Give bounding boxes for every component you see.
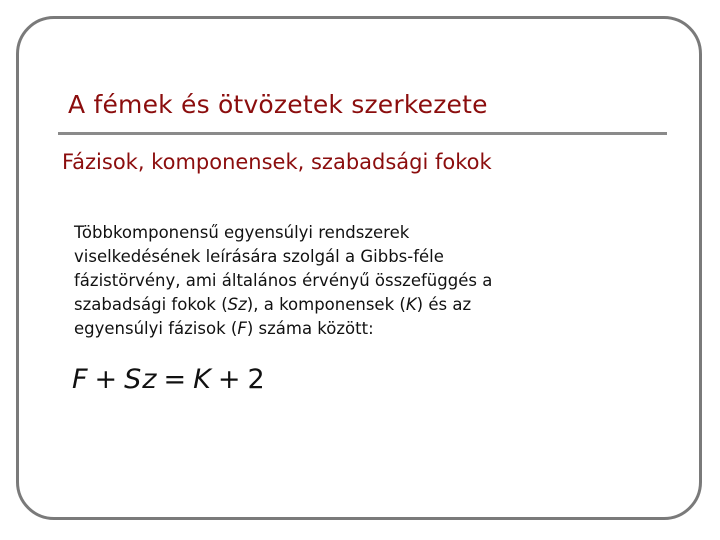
- title-divider: [58, 132, 667, 135]
- paragraph-line-4: [74, 293, 594, 317]
- paragraph-text: egyensúlyi fázisok (: [74, 319, 238, 338]
- formula-f: F: [72, 364, 89, 395]
- paragraph-text: ), a komponensek (: [246, 295, 406, 314]
- gibbs-phase-rule-formula: [72, 364, 266, 395]
- paragraph-line-3: fázistörvény, ami általános érvényű összefüggés a: [74, 271, 493, 290]
- symbol-k: K: [405, 295, 417, 314]
- symbol-sz: Sz: [227, 295, 247, 314]
- paragraph-line-5: [74, 317, 594, 341]
- formula-plus: +: [94, 364, 119, 395]
- paragraph-text: ) és az: [416, 295, 472, 314]
- paragraph-text: ) száma között:: [246, 319, 374, 338]
- paragraph-text: szabadsági fokok (: [74, 295, 228, 314]
- formula-two: 2: [247, 364, 266, 395]
- formula-k: K: [193, 364, 212, 395]
- slide-subtitle: Fázisok, komponensek, szabadsági fokok: [62, 150, 492, 174]
- slide-title: A fémek és ötvözetek szerkezete: [68, 90, 488, 119]
- formula-equals: =: [163, 364, 188, 395]
- paragraph-line-1: Többkomponensű egyensúlyi rendszerek: [74, 223, 410, 242]
- formula-sz: Sz: [124, 364, 158, 395]
- formula-plus: +: [217, 364, 242, 395]
- symbol-f: F: [237, 319, 247, 338]
- paragraph-line-2: viselkedésének leírására szolgál a Gibbs-féle: [74, 247, 444, 266]
- body-paragraph: [74, 221, 594, 341]
